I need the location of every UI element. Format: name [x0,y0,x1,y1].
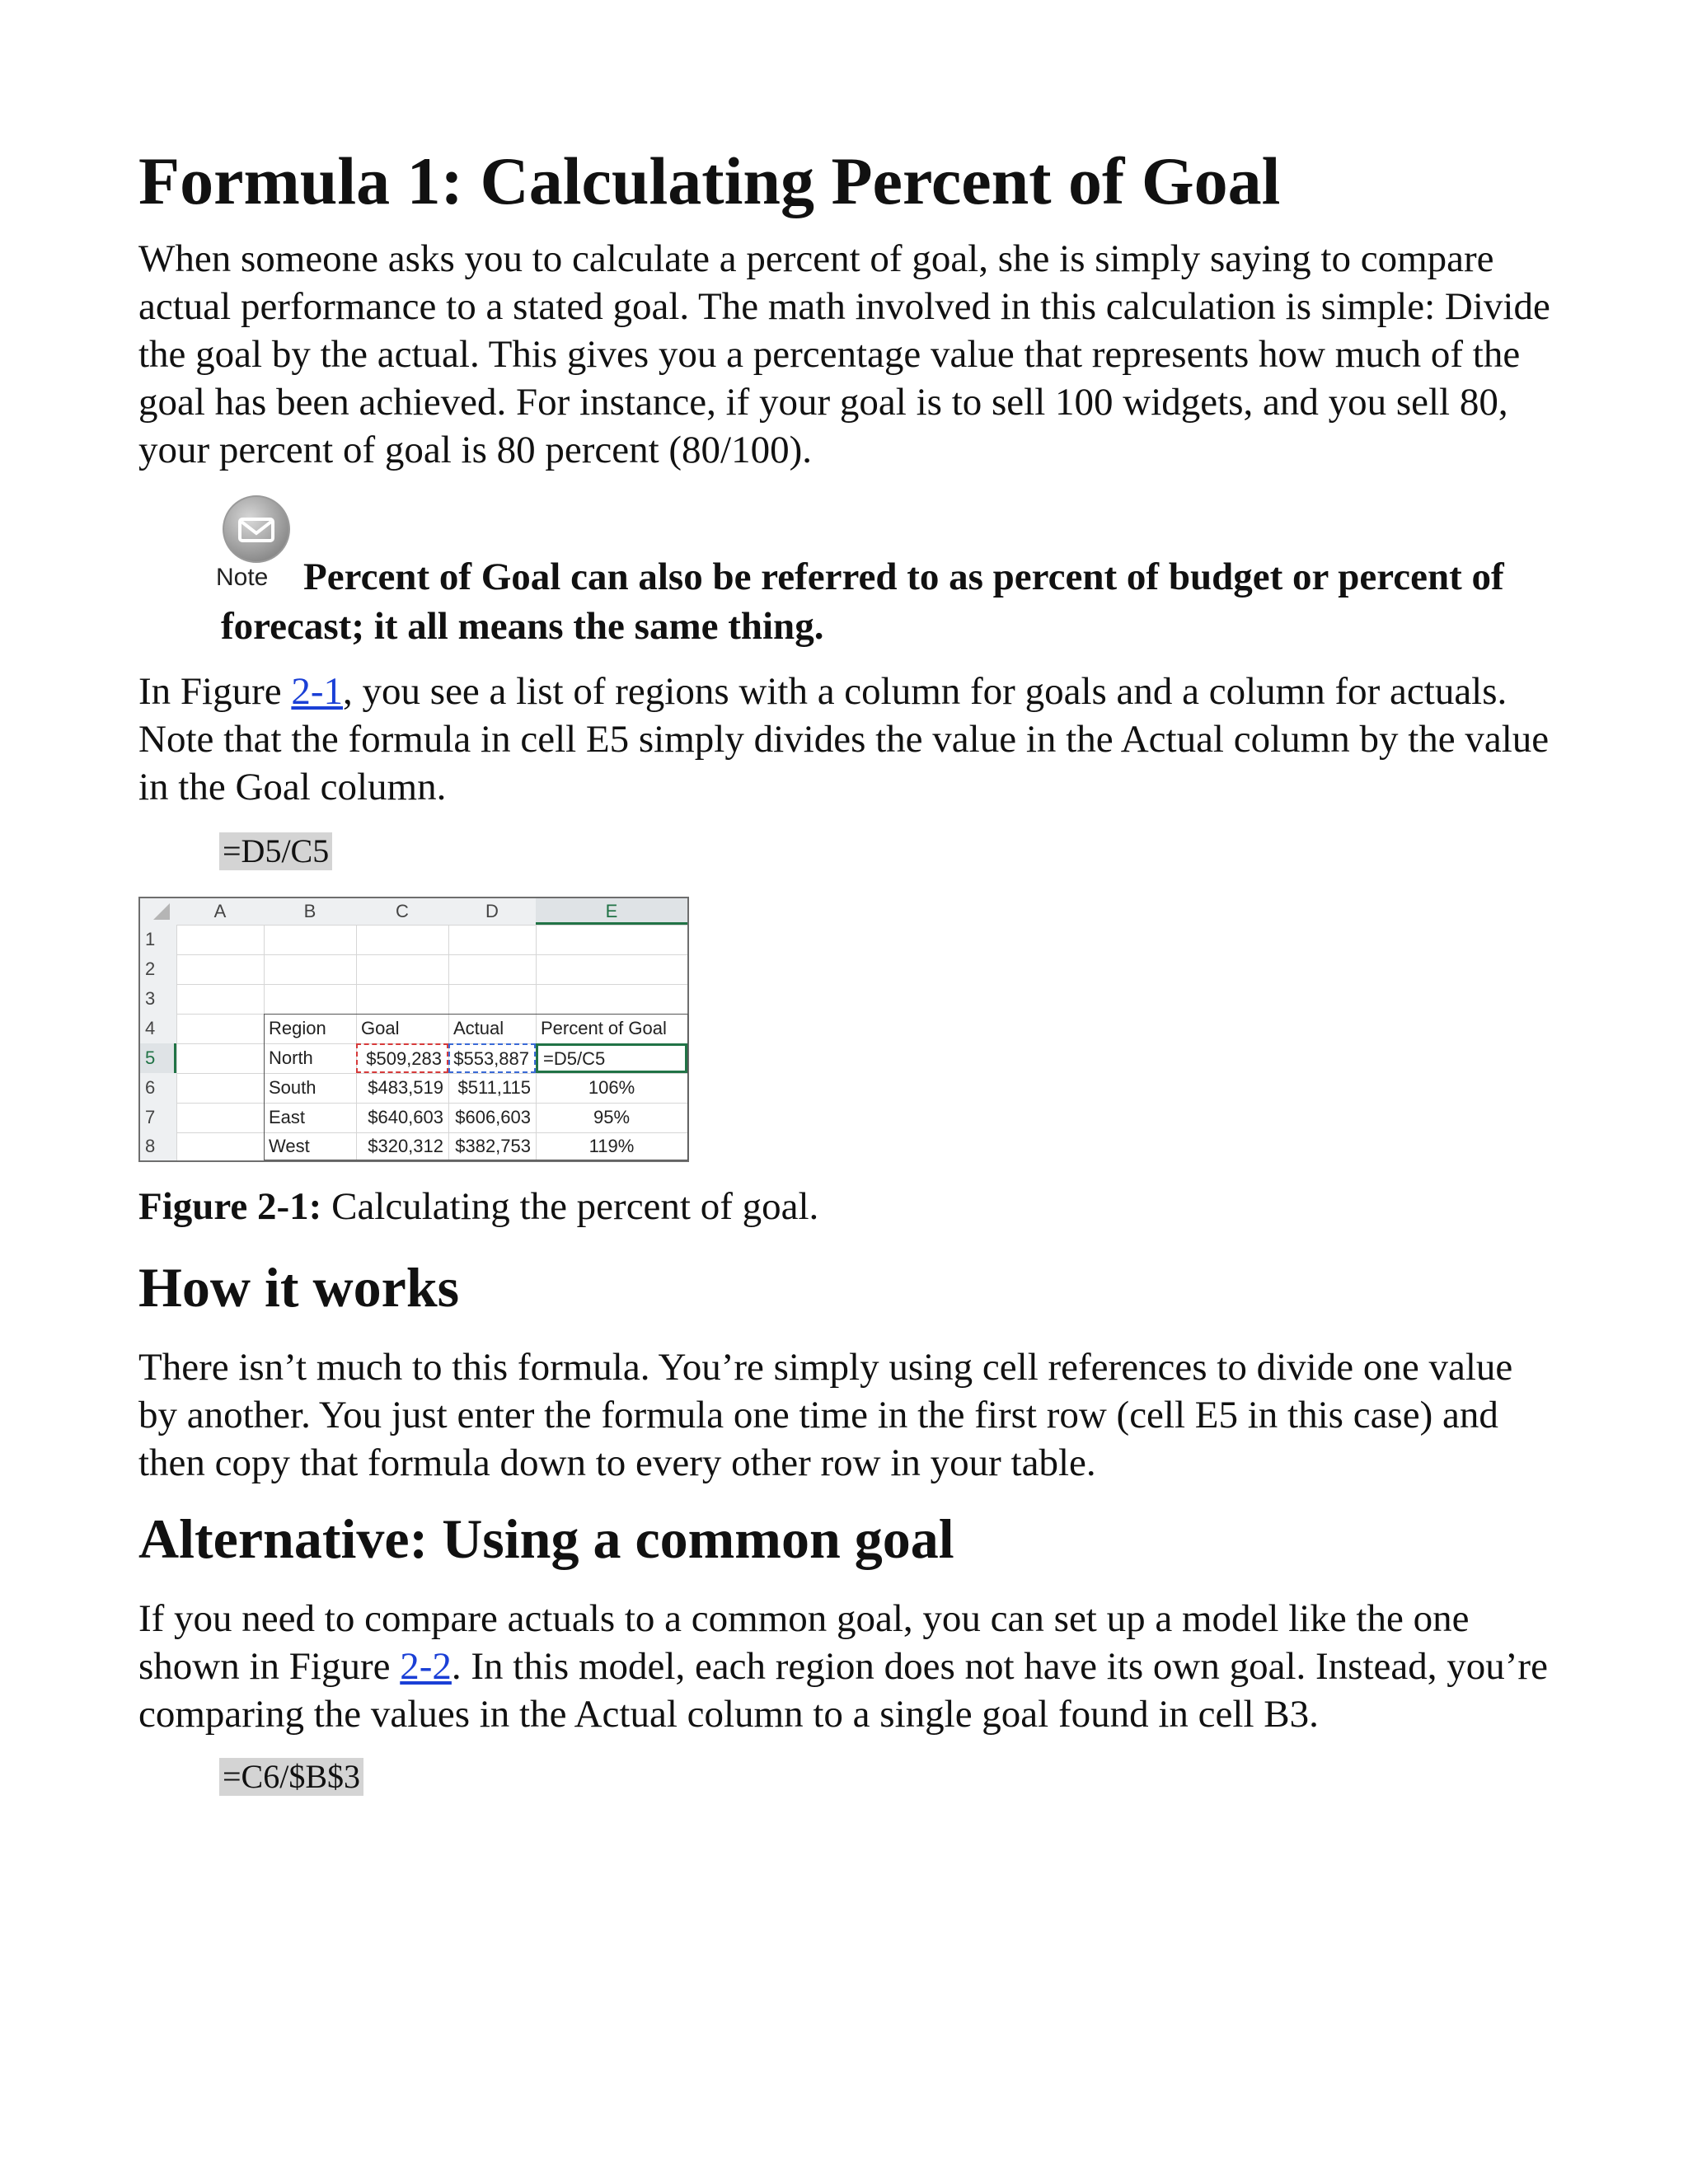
caption-text: Calculating the percent of goal. [321,1185,819,1228]
column-header-e[interactable]: E [536,898,687,925]
row-header-7[interactable]: 7 [140,1103,176,1132]
cell-c4[interactable]: Goal [361,1018,400,1038]
cell-d6[interactable]: $511,115 [457,1077,531,1098]
cell-c7[interactable]: $640,603 [368,1107,443,1127]
column-header-c[interactable]: C [356,898,448,925]
note-text: Percent of Goal can also be referred to as percent of budget or percent of forecast; it all means the same thing. [221,555,1504,648]
cell-d5[interactable]: $553,887 [448,1043,536,1073]
select-all-corner[interactable] [140,898,176,925]
column-header-d[interactable]: D [448,898,536,925]
column-header-a[interactable]: A [176,898,264,925]
row-header-8[interactable]: 8 [140,1132,176,1160]
cell-e8[interactable]: 119% [588,1136,635,1156]
cell-c8[interactable]: $320,312 [368,1136,443,1156]
cell-e6[interactable]: 106% [588,1077,635,1098]
row-header-1[interactable]: 1 [140,925,176,954]
cell-d4[interactable]: Actual [453,1018,504,1038]
figure-caption [138,1183,818,1230]
para2-text-after: , you see a list of regions with a column for goals and a column for actuals. Note that the formula in cell E5 simply divides the value in the Actual column by the value in the Goal column. [138,670,1550,808]
cell-b5[interactable]: North [269,1047,313,1068]
cell-e4[interactable]: Percent of Goal [541,1018,667,1038]
cell-c5[interactable]: $509,283 [356,1043,448,1073]
cell-b8[interactable]: West [269,1136,310,1156]
alternative-heading: Alternative: Using a common goal [138,1507,954,1570]
row-header-6[interactable]: 6 [140,1073,176,1103]
cell-b4[interactable]: Region [269,1018,326,1038]
page-title: Formula 1: Calculating Percent of Goal [138,143,1281,218]
row-header-2[interactable]: 2 [140,954,176,984]
spreadsheet-figure [138,897,689,1162]
select-all-triangle-icon [140,898,176,925]
cell-c6[interactable]: $483,519 [368,1077,443,1098]
column-header-b[interactable]: B [264,898,356,925]
para2-text-before: In Figure [138,670,292,713]
cell-e5-active[interactable]: =D5/C5 [536,1043,687,1073]
cell-d8[interactable]: $382,753 [455,1136,531,1156]
row-header-3[interactable]: 3 [140,984,176,1014]
row-header-4[interactable]: 4 [140,1014,176,1043]
intro-paragraph: When someone asks you to calculate a percent of goal, she is simply saying to compare actual performance to a stated goal. The math involved in this calculation is simple: Divide the goal by the actual. This gives you a percentage value that represents how much of the goal has been achieved. For instance, if your goal is to sell 100 widgets, and you sell 80, your percent of goal is 80 percent (80/100). [138,237,1550,471]
cell-d7[interactable]: $606,603 [455,1107,531,1127]
formula-code-2: =C6/$B$3 [219,1758,363,1796]
figure-2-1-link[interactable]: 2-1 [291,670,344,713]
figure-intro-paragraph [138,668,1556,811]
row-header-5[interactable]: 5 [140,1043,176,1073]
alt-text-before: If you need to compare actuals to a common goal, you can set up a model like the one shown in Figure [138,1597,1470,1688]
note-label: Note [216,564,269,591]
cell-e7[interactable]: 95% [593,1107,631,1127]
alt-text-after: . In this model, each region does not have its own goal. Instead, you’re comparing the values in the Actual column to a single goal found in cell B3. [138,1645,1548,1736]
how-it-works-paragraph: There isn’t much to this formula. You’re simply using cell references to divide one value by another. You just enter the formula one time in the first row (cell E5 in this case) and then copy that formula down to every other row in your table. [138,1346,1513,1484]
cell-b7[interactable]: East [269,1107,306,1127]
figure-2-2-link[interactable]: 2-2 [400,1645,452,1688]
caption-label: Figure 2-1: [138,1185,322,1228]
alternative-paragraph [138,1595,1556,1738]
how-it-works-heading: How it works [138,1256,460,1319]
cell-b6[interactable]: South [269,1077,316,1098]
formula-code: =D5/C5 [219,832,332,870]
